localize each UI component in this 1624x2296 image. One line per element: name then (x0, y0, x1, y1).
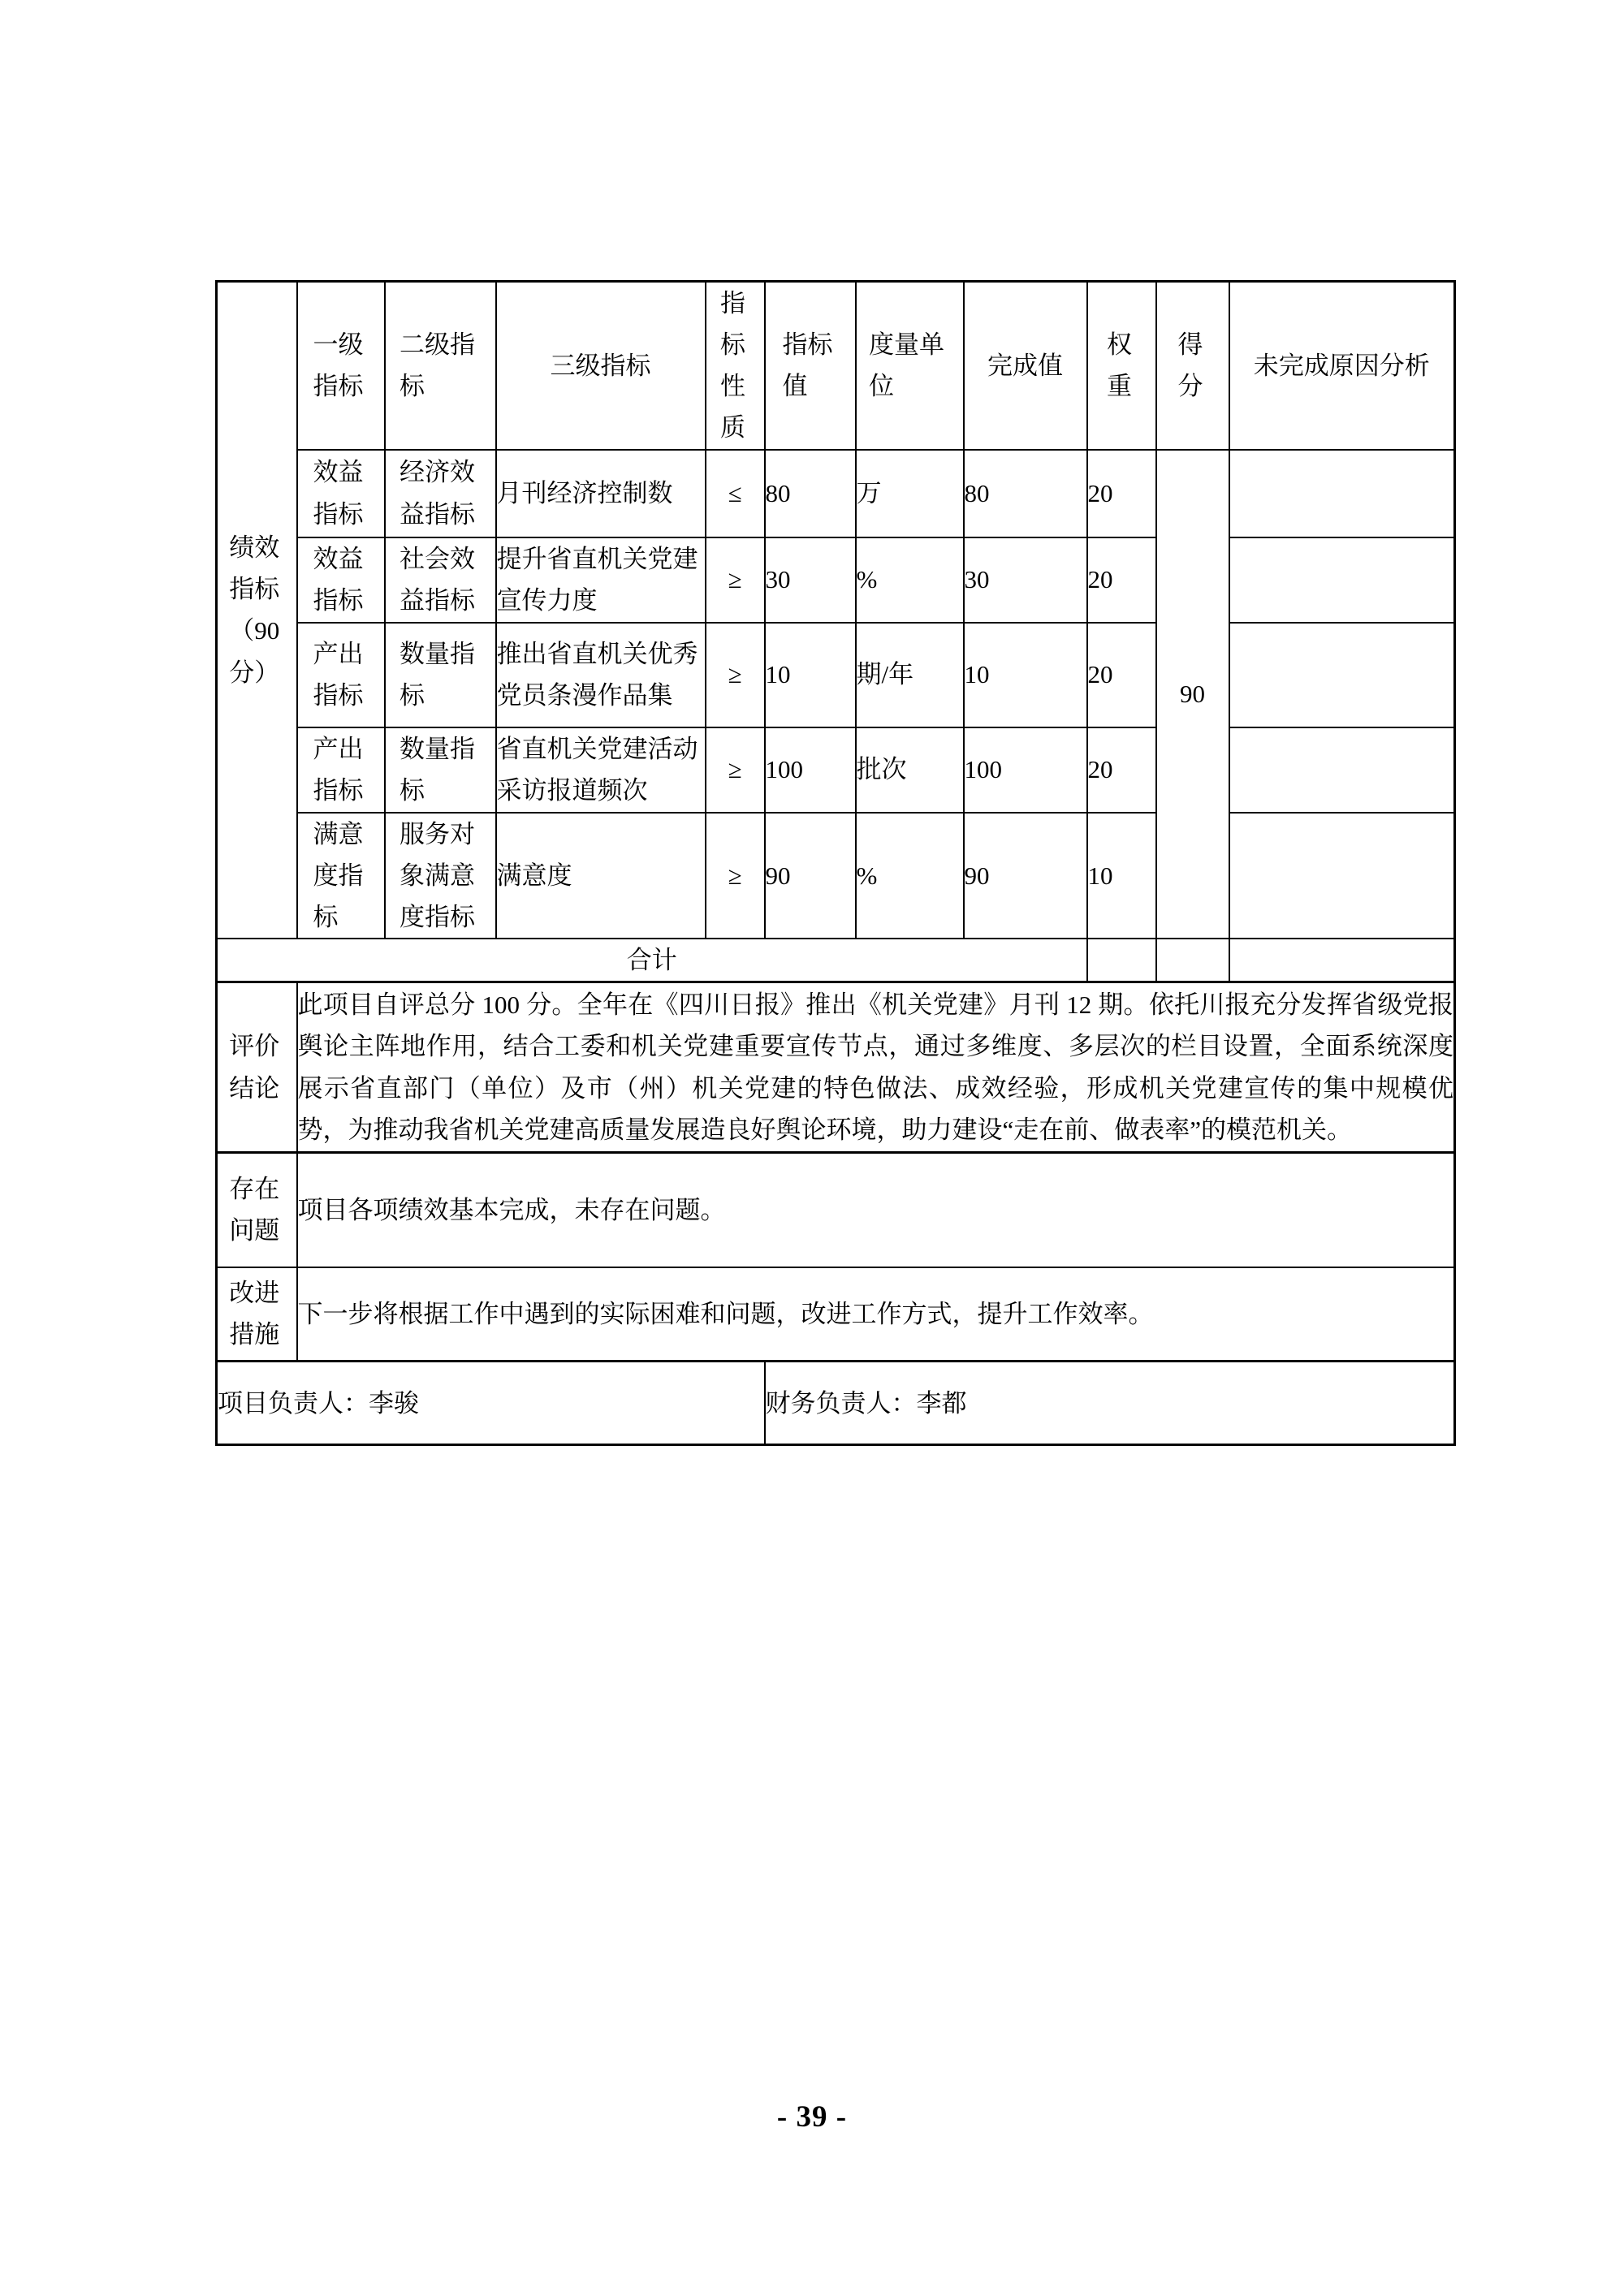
cell-actual: 10 (964, 623, 1087, 727)
level1-value: 产出指标 (313, 639, 364, 710)
cell-target: 30 (765, 537, 856, 623)
cell-target: 10 (765, 623, 856, 727)
cell-unit: 批次 (856, 727, 964, 813)
table-row (217, 450, 1455, 537)
evaluation-conclusion-row (217, 982, 1455, 1153)
cell-weight: 10 (1087, 813, 1156, 939)
level1-value: 效益指标 (313, 458, 364, 529)
total-label-cell: 合计 (217, 939, 1087, 982)
page-number: - 39 - (776, 2100, 848, 2134)
cell-unit: 万 (856, 450, 964, 537)
cell-level1 (297, 537, 385, 623)
improvement-measures-label: 改进措施 (229, 1279, 280, 1349)
cell-level3: 满意度 (496, 813, 706, 939)
evaluation-conclusion-label-cell (217, 982, 297, 1153)
existing-problems-row (217, 1153, 1455, 1267)
existing-problems-content: 项目各项绩效基本完成，未存在问题。 (297, 1153, 1455, 1267)
cell-actual: 100 (964, 727, 1087, 813)
cell-level3: 提升省直机关党建宣传力度 (496, 537, 706, 623)
header-cell-nature (706, 282, 765, 450)
cell-level1 (297, 450, 385, 537)
cell-level2 (385, 623, 496, 727)
cell-level2 (385, 537, 496, 623)
level1-value: 产出指标 (313, 734, 364, 805)
cell-level3: 省直机关党建活动采访报道频次 (496, 727, 706, 813)
header-cell-actual: 完成值 (964, 282, 1087, 450)
level1-value: 效益指标 (313, 544, 364, 615)
cell-level1 (297, 727, 385, 813)
level2-value: 数量指标 (400, 734, 475, 805)
table-row (217, 727, 1455, 813)
header-cell-weight (1087, 282, 1156, 450)
total-weight-cell (1087, 939, 1156, 982)
header-nature-label: 指标性质 (720, 289, 745, 442)
cell-level2 (385, 727, 496, 813)
cell-actual: 30 (964, 537, 1087, 623)
cell-level3: 推出省直机关优秀党员条漫作品集 (496, 623, 706, 727)
cell-target: 90 (765, 813, 856, 939)
cell-target: 100 (765, 727, 856, 813)
cell-target: 80 (765, 450, 856, 537)
table-row (217, 623, 1455, 727)
cell-unit: 期/年 (856, 623, 964, 727)
total-score-cell (1156, 939, 1229, 982)
table-row (217, 813, 1455, 939)
level1-value: 满意度指标 (313, 819, 364, 931)
cell-level2 (385, 813, 496, 939)
cell-unit: % (856, 537, 964, 623)
header-unit-label: 度量单位 (869, 330, 944, 401)
table-row (217, 537, 1455, 623)
header-level1-label: 一级指标 (313, 330, 364, 401)
total-row (217, 939, 1455, 982)
header-cell-level1 (297, 282, 385, 450)
cell-level1 (297, 813, 385, 939)
cell-level2 (385, 450, 496, 537)
cell-nature: ≤ (706, 450, 765, 537)
header-cell-level2 (385, 282, 496, 450)
improvement-measures-row (217, 1267, 1455, 1362)
responsible-persons-row (217, 1362, 1455, 1445)
header-level2-label: 二级指标 (400, 330, 475, 401)
project-lead-cell: 项目负责人：李骏 (217, 1362, 765, 1445)
cell-level1 (297, 623, 385, 727)
level2-value: 经济效益指标 (400, 458, 475, 529)
group-label-cell (217, 282, 297, 939)
header-weight-label: 权重 (1107, 330, 1132, 401)
cell-nature: ≥ (706, 727, 765, 813)
level2-value: 社会效益指标 (400, 544, 475, 615)
cell-weight: 20 (1087, 727, 1156, 813)
evaluation-conclusion-content: 此项目自评总分 100 分。全年在《四川日报》推出《机关党建》月刊 12 期。依托川报充分发挥省级党报舆论主阵地作用，结合工委和机关党建重要宣传节点，通过多维度、多层次的栏目设置，全面系统深度展示省直部门（单位）及市（州）机关党建的特色做法、成效经验，形成机关党建宣传的集中规模优势，为推动我省机关党建高质量发展造良好舆论环境，助力建设“走在前、做表率”的模范机关。 (297, 982, 1455, 1153)
header-cell-level3: 三级指标 (496, 282, 706, 450)
finance-lead-cell: 财务负责人：李都 (765, 1362, 1455, 1445)
improvement-measures-content: 下一步将根据工作中遇到的实际困难和问题，改进工作方式，提升工作效率。 (297, 1267, 1455, 1362)
header-row (217, 282, 1455, 450)
level2-value: 数量指标 (400, 639, 475, 710)
header-cell-unit (856, 282, 964, 450)
cell-level3: 月刊经济控制数 (496, 450, 706, 537)
cell-reason (1229, 727, 1455, 813)
cell-score-merged: 90 (1156, 450, 1229, 939)
cell-actual: 90 (964, 813, 1087, 939)
cell-nature: ≥ (706, 537, 765, 623)
cell-reason (1229, 623, 1455, 727)
existing-problems-label: 存在问题 (229, 1175, 280, 1245)
header-target-label: 指标值 (782, 330, 833, 401)
cell-reason (1229, 813, 1455, 939)
cell-unit: % (856, 813, 964, 939)
header-cell-score (1156, 282, 1229, 450)
header-cell-reason: 未完成原因分析 (1229, 282, 1455, 450)
cell-weight: 20 (1087, 623, 1156, 727)
total-reason-cell (1229, 939, 1455, 982)
cell-nature: ≥ (706, 623, 765, 727)
performance-evaluation-table (215, 280, 1456, 1446)
header-score-label: 得分 (1177, 330, 1203, 401)
level2-value: 服务对象满意度指标 (400, 819, 475, 931)
group-label: 绩效指标（90分） (229, 533, 280, 687)
cell-weight: 20 (1087, 450, 1156, 537)
cell-reason (1229, 537, 1455, 623)
header-cell-target (765, 282, 856, 450)
cell-actual: 80 (964, 450, 1087, 537)
evaluation-conclusion-label: 评价结论 (229, 1032, 280, 1103)
cell-weight: 20 (1087, 537, 1156, 623)
improvement-measures-label-cell (217, 1267, 297, 1362)
cell-nature: ≥ (706, 813, 765, 939)
cell-reason (1229, 450, 1455, 537)
existing-problems-label-cell (217, 1153, 297, 1267)
